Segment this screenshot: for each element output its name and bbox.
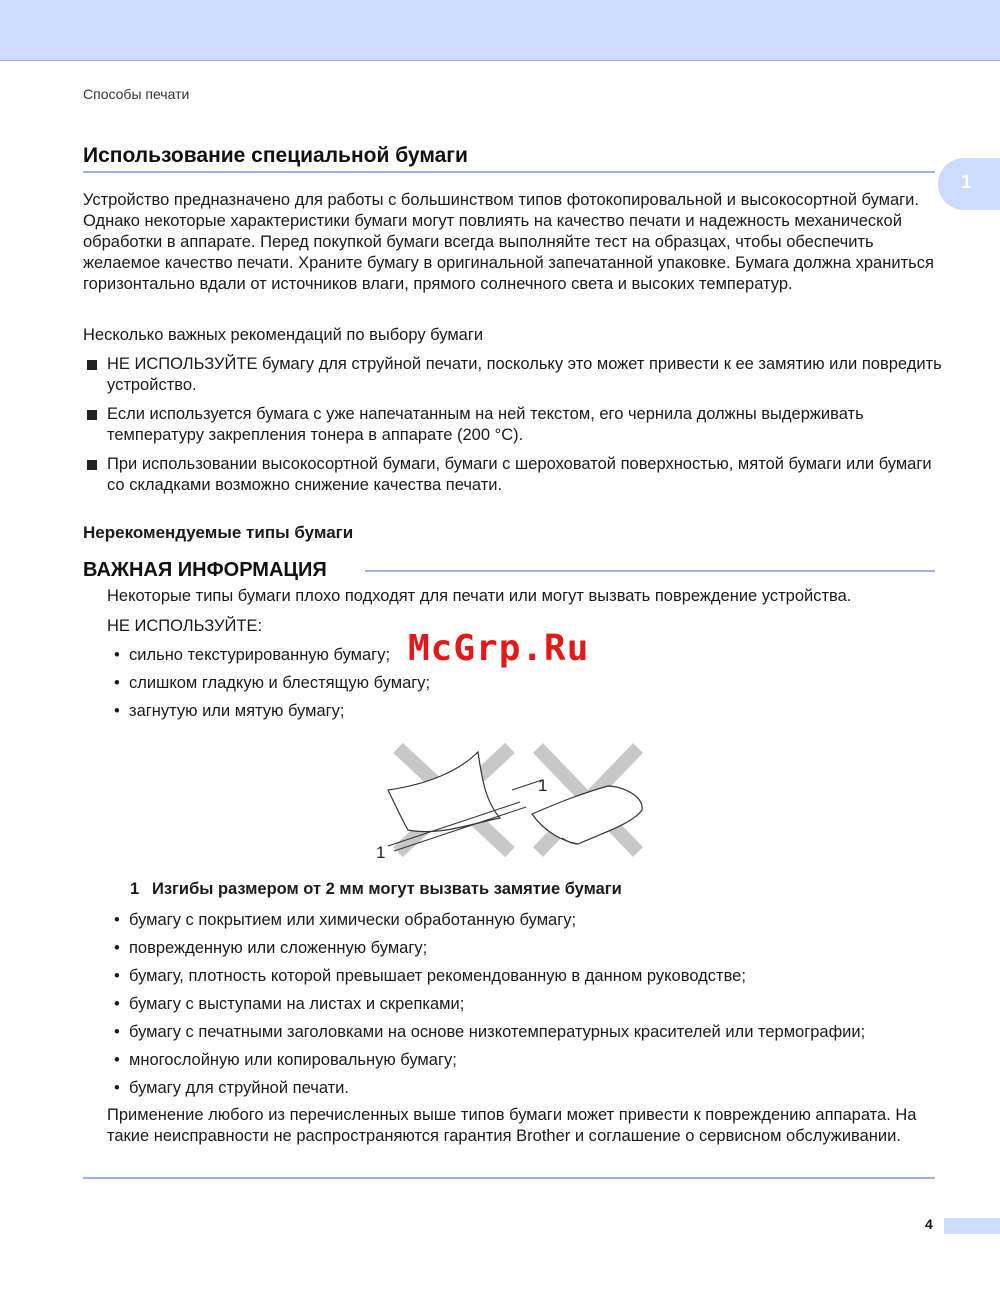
page-number: 4 bbox=[925, 1216, 933, 1232]
list-item: • многослойную или копировальную бумагу; bbox=[114, 1051, 457, 1069]
bullet-icon: • bbox=[114, 702, 120, 720]
intro-paragraph: Устройство предназначено для работы с большинством типов фотокопировальной и высокосортной бумаги. Однако некоторые характеристики бумаги могут повлиять на качество печати и надежность механической обработки в аппарате. Перед покупкой бумаги всегда выполняйте тест на образцах, чтобы обеспечить желаемое качество печати. Храните бумагу в оригинальной запечатанной упаковке. Бумага должна храниться горизонтально вдали от источников влаги, прямого солнечного света и высоких температур. bbox=[83, 191, 934, 293]
important-line-2: НЕ ИСПОЛЬЗУЙТЕ: bbox=[107, 617, 263, 635]
list-item: • бумагу с печатными заголовками на основе низкотемпературных красителей или термографии; bbox=[114, 1023, 866, 1041]
section-title: Использование специальной бумаги bbox=[83, 144, 468, 167]
running-head: Способы печати bbox=[83, 86, 190, 102]
top-header-band bbox=[0, 0, 1000, 61]
list-item: • поврежденную или сложенную бумагу; bbox=[114, 939, 428, 957]
important-line-1: Некоторые типы бумаги плохо подходят для печати или могут вызвать повреждение устройства. bbox=[107, 587, 852, 605]
list-item: • бумагу с покрытием или химически обработанную бумагу; bbox=[114, 911, 577, 929]
square-bullet-icon bbox=[87, 460, 97, 470]
watermark: McGrp.Ru bbox=[408, 628, 590, 669]
list-item: • сильно текстурированную бумагу; bbox=[114, 646, 391, 664]
callout-label-right: 1 bbox=[538, 776, 548, 795]
important-rule bbox=[365, 570, 935, 572]
square-bullet-icon bbox=[87, 360, 97, 370]
chapter-number: 1 bbox=[961, 172, 972, 193]
square-bullet-icon bbox=[87, 410, 97, 420]
list-item: • бумагу для струйной печати. bbox=[114, 1079, 349, 1097]
chapter-tab bbox=[938, 158, 1000, 210]
caption-number: 1 bbox=[130, 880, 140, 898]
bullet-icon: • bbox=[114, 646, 120, 664]
curled-paper-figure bbox=[370, 740, 660, 870]
list-item: • слишком гладкую и блестящую бумагу; bbox=[114, 674, 431, 692]
bullet-icon: • bbox=[114, 1023, 120, 1041]
bullet-icon: • bbox=[114, 1079, 120, 1097]
important-title: ВАЖНАЯ ИНФОРМАЦИЯ bbox=[83, 559, 343, 582]
callout-label-left: 1 bbox=[376, 843, 386, 862]
bullet-icon: • bbox=[114, 911, 120, 929]
recommendations-intro: Несколько важных рекомендаций по выбору бумаги bbox=[83, 326, 484, 344]
closing-paragraph: Применение любого из перечисленных выше типов бумаги может привести к повреждению аппарата. На такие неисправности не распространяются гарантия Brother и соглашение о сервисном обслуживании. bbox=[107, 1106, 917, 1145]
figure-caption bbox=[130, 880, 622, 899]
page-number-tab bbox=[944, 1218, 1000, 1234]
unsuitable-list-b bbox=[107, 910, 947, 1106]
list-item: • бумагу, плотность которой превышает рекомендованную в данном руководстве; bbox=[114, 967, 746, 985]
caption-text: Изгибы размером от 2 мм могут вызвать замятие бумаги bbox=[152, 880, 622, 898]
bullet-icon: • bbox=[114, 1051, 120, 1069]
list-item: НЕ ИСПОЛЬЗУЙТЕ бумагу для струйной печати, поскольку это может привести к ее замятию или повредить устройство. bbox=[83, 354, 943, 396]
section-title-rule bbox=[83, 171, 935, 173]
important-bottom-rule bbox=[83, 1177, 935, 1179]
bullet-icon: • bbox=[114, 967, 120, 985]
subsection-title: Нерекомендуемые типы бумаги bbox=[83, 523, 354, 542]
list-item: • бумагу с выступами на листах и скрепками; bbox=[114, 995, 465, 1013]
list-item: • загнутую или мятую бумагу; bbox=[114, 702, 345, 720]
list-item: При использовании высокосортной бумаги, бумаги с шероховатой поверхностью, мятой бумаги или бумаги со складками возможно снижение качества печати. bbox=[83, 454, 943, 496]
bullet-icon: • bbox=[114, 674, 120, 692]
bullet-icon: • bbox=[114, 939, 120, 957]
recommendations-list bbox=[83, 354, 943, 504]
list-item: Если используется бумага с уже напечатанным на ней текстом, его чернила должны выдерживать температуру закрепления тонера в аппарате (200 °C). bbox=[83, 404, 943, 446]
bullet-icon: • bbox=[114, 995, 120, 1013]
